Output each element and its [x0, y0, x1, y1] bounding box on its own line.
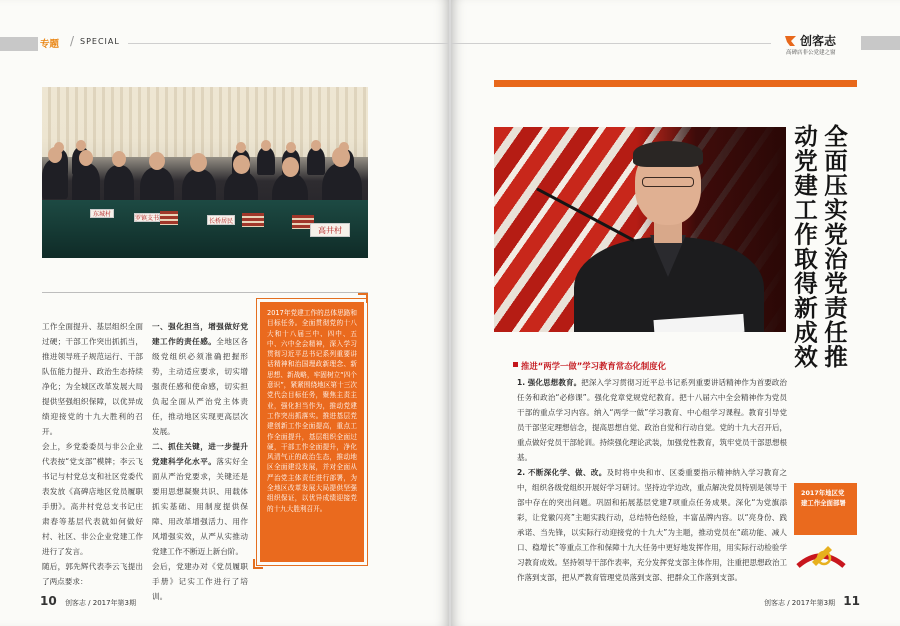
namecard: 东城村	[90, 209, 114, 218]
section-header	[0, 34, 449, 52]
orange-callout: 2017年地区党建工作全面部署	[794, 483, 857, 535]
header-slash: /	[70, 34, 75, 48]
point-heading: 1. 强化思想教育。	[517, 378, 582, 387]
header-gray-bar	[861, 36, 900, 50]
paragraph: 及时将中央和市、区委重要指示精神纳入学习教育之中，组织各级党组织开展好学习研讨。坚持边学边改，重点解决党员特别是领导干部中存在的突出问题。巩固和拓展基层党建7项重点任务成果。深化“为党旗添彩，让党徽闪亮”主题实践行动，总结特色经验，丰富品牌内容。以“亮身份、践承诺、当先锋，以实际行动迎接党的十九大”为主题，推动党员在“疏功能、减人口、稳增长”等重点工作和保障十九大任务中更好地发挥作用，用实际行动检验学习教育成效。坚持领导干部作表率，充分发挥党支部主体作用，注重把思想政治工作落到支部，把从严教育管理党员落到支部、把群众工作落到支部。	[517, 468, 787, 582]
paragraph: 会上，乡党委委员与非公企业代表按“党支部”模牌；李云飞书记与村党总支和社区党委代表发放《高碑店地区党员履职手册》。高井村党总支书记庄肃春等基层代表就如何做好村、社区、非公企业党建工作进行了发言。	[42, 442, 143, 556]
paragraph: 落实好全面从严治党要求，关键还是要用思想凝聚共识、用载体抓实基础、用制度提供保障、用改革增强活力、用作风增强实效，从严从实推动党建工作不断迈上新台阶。	[152, 457, 249, 556]
paragraph: 工作全面提升、基层组织全面过硬；干部工作突出抓抓当，推进领导班子规范运行、干部队伍能力提升、政治生态持续净化；为全城区改革发展大局提供坚强组织保障，以优异成绩迎接党的十九大胜利的召开。	[42, 322, 143, 436]
header-gray-bar	[0, 37, 38, 51]
section-subhead: 推进“两学一做”学习教育常态化制度化	[521, 361, 667, 371]
speaker-photo	[494, 127, 786, 332]
article-body	[517, 375, 787, 585]
point-heading: 一、强化担当，增强做好党建工作的责任感。	[152, 322, 248, 346]
point-heading: 二、抓住关键，进一步提升党建科学化水平。	[152, 442, 248, 466]
sidebar-text: 2017年党建工作的总体思路和目标任务。全面贯彻党的十八大和十八届三中、四中、五中、六中全会精神，深入学习贯彻习近平总书记系列重要讲话精神和治国理政新理念、新思想、新战略，牢固树立“四个意识”，紧紧围绕地区第十三次党代会目标任务，聚焦主责主业，强化担当作为，推动党建工作突出抓落实。推进基层党建创新工作全面提高，重点工作全面提升，基层组织全面过硬，干部工作全面提升，净化风清气正的政治生态，推动地区全面建设发展，并对全面从严治党主体责任进行部署，为全地区改革发展大局提供坚强组织保证，以优异成绩迎接党的十九大胜利召开。	[260, 302, 364, 562]
left-page	[0, 0, 449, 626]
subhead-marker	[513, 362, 518, 367]
text-column-1	[42, 319, 143, 589]
issue-label: 创客志 / 2017年第3期	[763, 599, 836, 607]
divider	[42, 292, 368, 293]
issue-label: 创客志 / 2017年第3期	[64, 599, 137, 607]
paragraph: 把深入学习贯彻习近平总书记系列重要讲话精神作为首要政治任务和政治“必修课”。强化党章党规党纪教育。把十八届六中全会精神作为党员干部的重点学习内容。纳入“两学一做”学习教育、中心组学习课程。教育引导党员干部坚定理想信念，提高思想自觉、政治自觉和行动自觉。党的十九大召开后，重点做好党员干部轮训。持续强化理论武装，加强党性教育，筑牢党员干部思想根基。	[517, 378, 787, 462]
header-rule	[451, 43, 771, 44]
page-number: 10	[40, 594, 57, 608]
brand-name: 创客志	[800, 34, 837, 48]
section-label: 专题	[40, 39, 60, 50]
special-label: SPECIAL	[80, 37, 120, 46]
namecard: 罗镇支书	[135, 215, 160, 222]
accent-bar	[494, 80, 857, 87]
article-title: 全面压实党治党责任推动党建工作取得新成效	[790, 124, 848, 369]
page-number: 11	[843, 594, 860, 608]
paragraph: 全地区各级党组织必须准确把握形势，主动适应要求，切实增强责任感和使命感，切实担负起全面从严治党主体责任，推动地区实现更高层次发展。	[152, 337, 249, 436]
brand-logo-icon	[784, 34, 798, 48]
text-column-2	[152, 319, 248, 604]
paragraph: 随后，郭先辉代表李云飞提出了两点要求：	[42, 562, 143, 586]
brand-header	[451, 32, 900, 56]
namecard: 高井村	[310, 223, 350, 237]
meeting-photo	[42, 87, 368, 258]
page-footer	[764, 594, 860, 608]
namecard: 长桥居民	[207, 215, 235, 225]
party-emblem-icon	[794, 536, 848, 570]
brand-subtitle: 高碑店非公党建之窗	[786, 50, 836, 56]
point-heading: 2. 不断深化学、做、改。	[517, 468, 607, 477]
page-footer	[40, 594, 136, 608]
highlight-sidebar	[256, 298, 368, 566]
header-rule	[128, 43, 449, 44]
right-page	[451, 0, 900, 626]
paragraph: 会后，党建办对《党员履职手册》记实工作进行了培训。	[152, 562, 248, 601]
